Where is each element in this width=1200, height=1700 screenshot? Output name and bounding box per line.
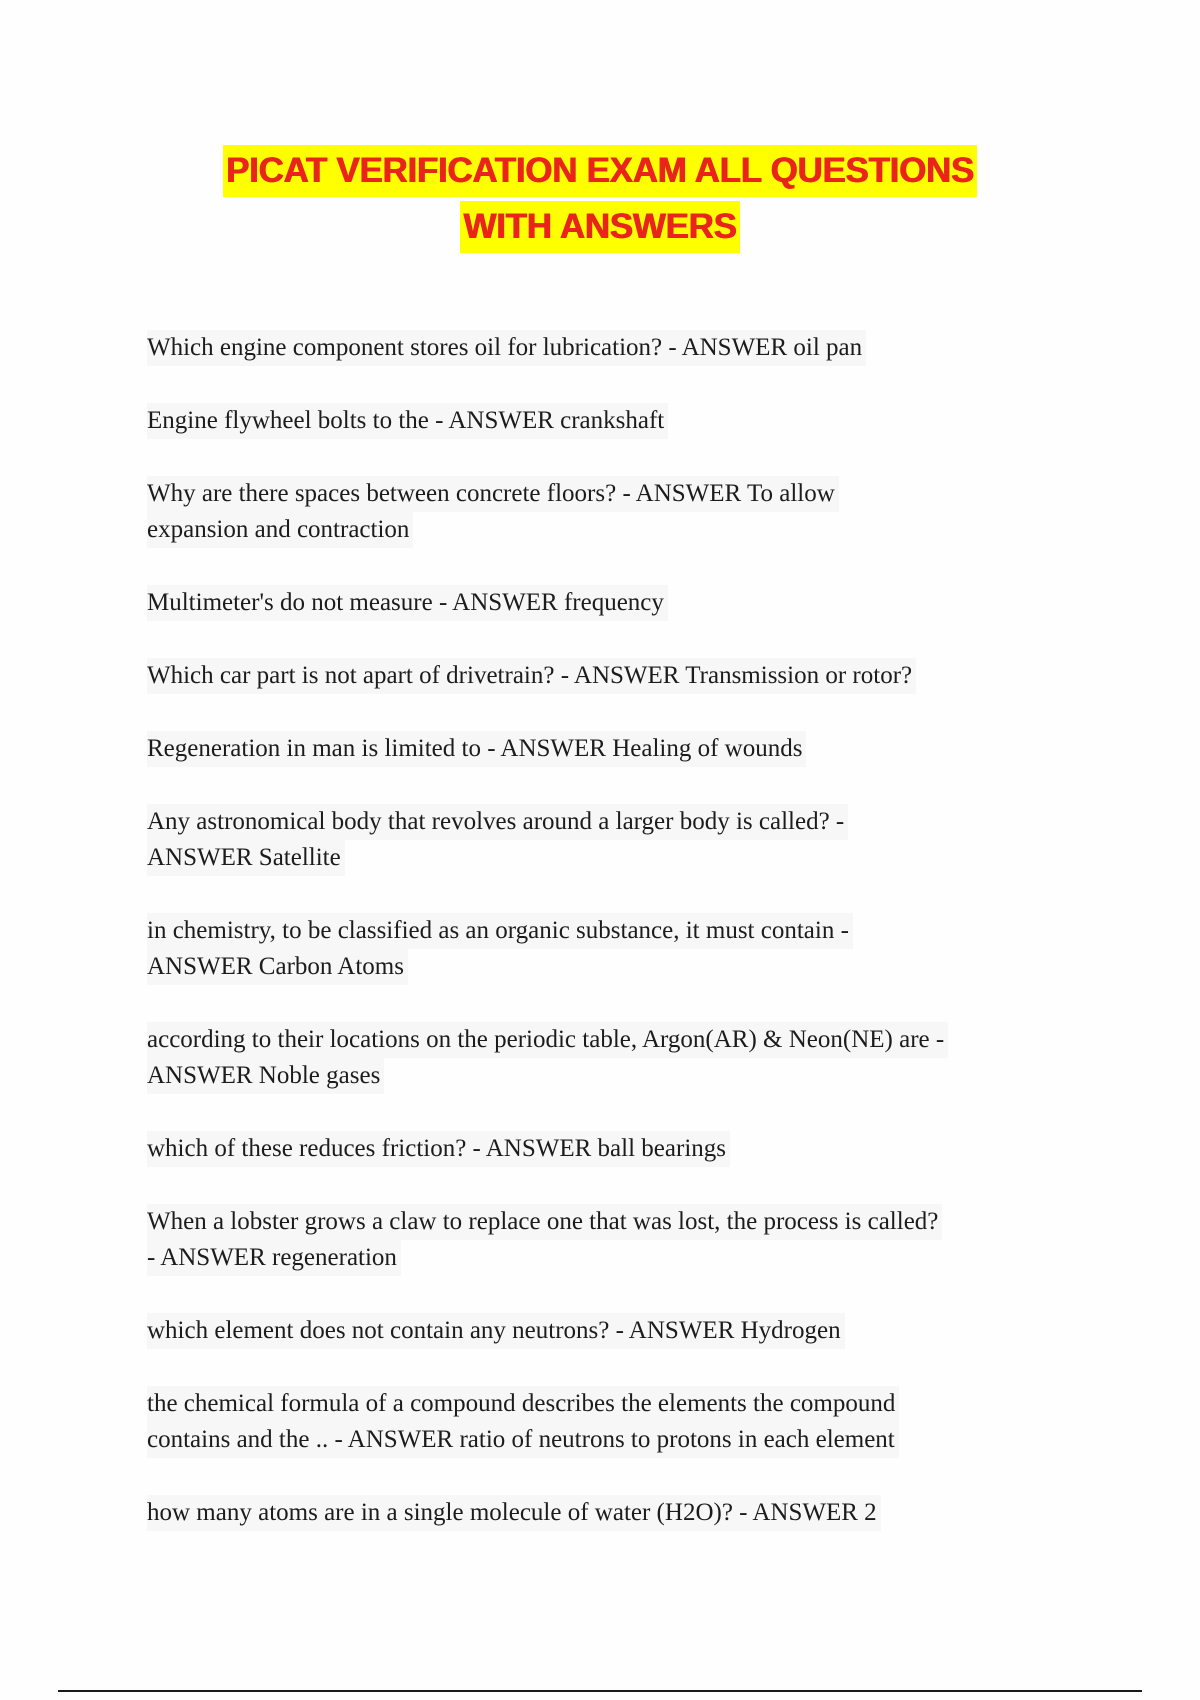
qa-item-6	[147, 731, 1067, 767]
qa-item-13	[147, 1386, 1067, 1458]
qa-item-5	[147, 658, 1067, 694]
title-line-2: WITH ANSWERS	[460, 201, 739, 253]
qa-line: Why are there spaces between concrete floors? - ANSWER To allow	[147, 476, 839, 512]
qa-line: which of these reduces friction? - ANSWER ball bearings	[147, 1131, 730, 1167]
qa-line: contains and the .. - ANSWER ratio of neutrons to protons in each element	[147, 1422, 899, 1458]
qa-line: Any astronomical body that revolves around a larger body is called? -	[147, 804, 848, 840]
qa-line: Which car part is not apart of drivetrain? - ANSWER Transmission or rotor?	[147, 658, 916, 694]
qa-line: ANSWER Carbon Atoms	[147, 949, 408, 985]
qa-item-4	[147, 585, 1067, 621]
qa-line: which element does not contain any neutrons? - ANSWER Hydrogen	[147, 1313, 845, 1349]
qa-line: - ANSWER regeneration	[147, 1240, 401, 1276]
qa-item-12	[147, 1313, 1067, 1349]
qa-item-2	[147, 403, 1067, 439]
qa-line: the chemical formula of a compound describes the elements the compound	[147, 1386, 899, 1422]
qa-line: Multimeter's do not measure - ANSWER frequency	[147, 585, 668, 621]
qa-item-7	[147, 804, 1067, 876]
qa-line: how many atoms are in a single molecule of water (H2O)? - ANSWER 2	[147, 1495, 881, 1531]
qa-line: Which engine component stores oil for lubrication? - ANSWER oil pan	[147, 330, 866, 366]
qa-line: Regeneration in man is limited to - ANSWER Healing of wounds	[147, 731, 806, 767]
qa-item-11	[147, 1204, 1067, 1276]
qa-line: expansion and contraction	[147, 512, 413, 548]
qa-line: When a lobster grows a claw to replace one that was lost, the process is called?	[147, 1204, 942, 1240]
qa-line: according to their locations on the periodic table, Argon(AR) & Neon(NE) are -	[147, 1022, 948, 1058]
qa-line: ANSWER Noble gases	[147, 1058, 384, 1094]
qa-item-10	[147, 1131, 1067, 1167]
qa-line: in chemistry, to be classified as an organic substance, it must contain -	[147, 913, 853, 949]
qa-item-3	[147, 476, 1067, 548]
footer-divider	[58, 1690, 1142, 1692]
qa-item-1	[147, 330, 1067, 366]
qa-line: Engine flywheel bolts to the - ANSWER crankshaft	[147, 403, 668, 439]
qa-item-14	[147, 1495, 1067, 1531]
qa-item-9	[147, 1022, 1067, 1094]
document-title	[0, 145, 1200, 257]
qa-line: ANSWER Satellite	[147, 840, 345, 876]
title-line-1: PICAT VERIFICATION EXAM ALL QUESTIONS	[223, 145, 977, 197]
qa-item-8	[147, 913, 1067, 985]
